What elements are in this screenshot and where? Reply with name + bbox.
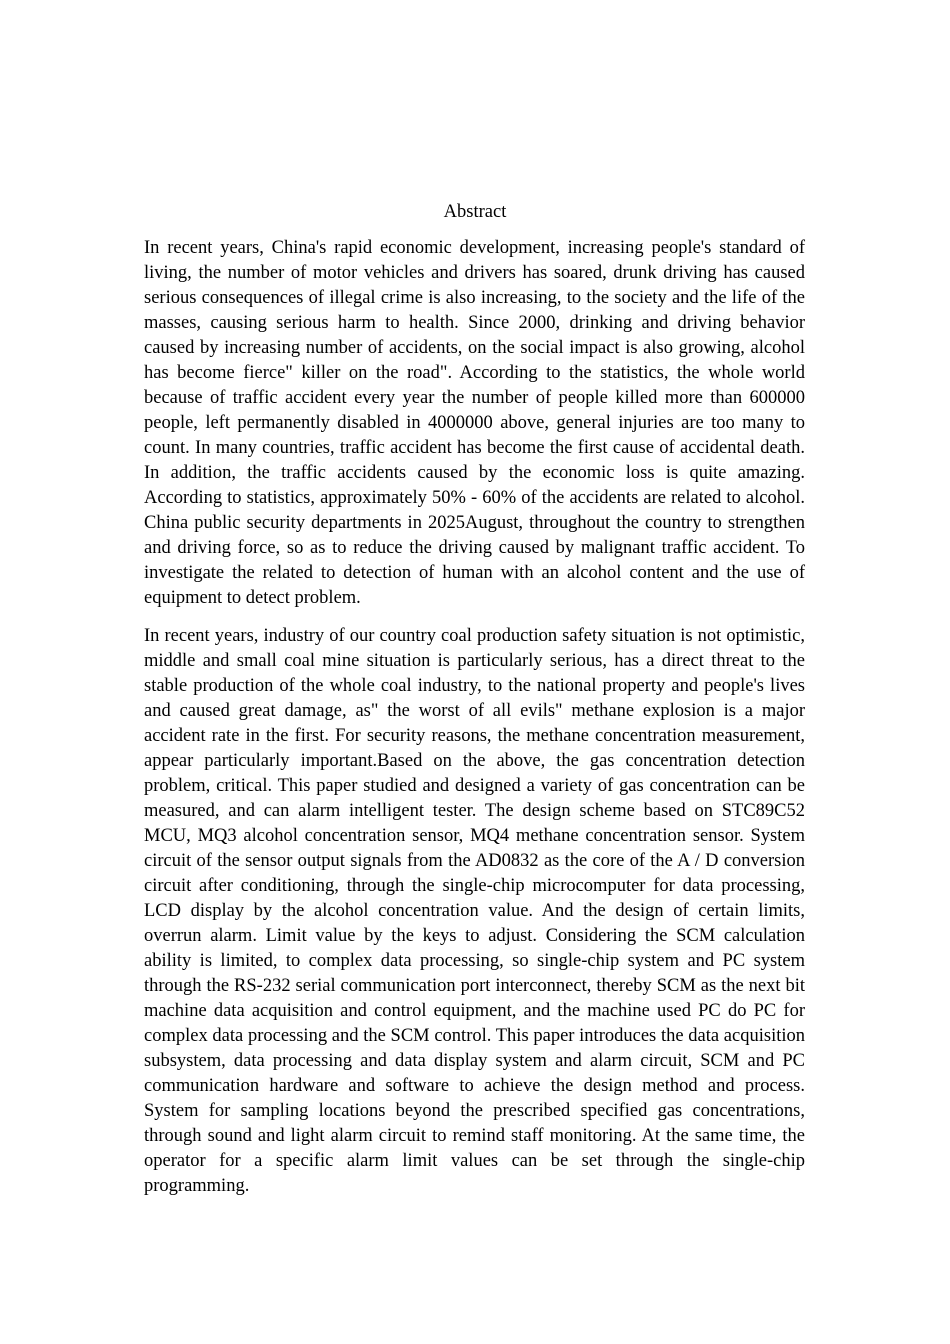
abstract-body [144, 236, 805, 1212]
page-title: Abstract [443, 202, 507, 222]
abstract-paragraph-1: In recent years, China's rapid economic development, increasing people's standard of living, the number of motor vehicles and drivers has soared, drunk driving has caused serious consequences of illegal crime is also increasing, to the society and the life of the masses, causing serious harm to health. Since 2000, drinking and driving behavior caused by increasing number of accidents, on the social impact is also growing, alcohol has become fierce" killer on the road". According to the statistics, the whole world because of traffic accident every year the number of people killed more than 600000 people, left permanently disabled in 4000000 above, general injuries are too many to count. In many countries, traffic accident has become the first cause of accidental death. In addition, the traffic accidents caused by the economic loss is quite amazing. According to statistics, approximately 50% - 60% of the accidents are related to alcohol. China public security departments in 2025August, throughout the country to strengthen and driving force, so as to reduce the driving caused by malignant traffic accident. To investigate the related to detection of human with an alcohol content and the use of equipment to detect problem. [144, 238, 805, 608]
abstract-paragraph-2: In recent years, industry of our country coal production safety situation is not optimistic, middle and small coal mine situation is particularly serious, has a direct threat to the stable production of the whole coal industry, to the national property and people's lives and caused great damage, as" the worst of all evils" methane explosion is a major accident rate in the first. For security reasons, the methane concentration measurement, appear particularly important.Based on the above, the gas concentration detection problem, critical. This paper studied and designed a variety of gas concentration can be measured, and can alarm intelligent tester. The design scheme based on STC89C52 MCU, MQ3 alcohol concentration sensor, MQ4 methane concentration sensor. System circuit of the sensor output signals from the AD0832 as the core of the A / D conversion circuit after conditioning, through the single-chip microcomputer for data processing, LCD display by the alcohol concentration value. And the design of certain limits, overrun alarm. Limit value by the keys to adjust. Considering the SCM calculation ability is limited, to complex data processing, so single-chip system and PC system through the RS-232 serial communication port interconnect, thereby SCM as the next bit machine data acquisition and control equipment, and the machine used PC do PC for complex data processing and the SCM control. This paper introduces the data acquisition subsystem, data processing and data display system and alarm circuit, SCM and PC communication hardware and software to achieve the design method and process. System for sampling locations beyond the prescribed specified gas concentrations, through sound and light alarm circuit to remind staff monitoring. At the same time, the operator for a specific alarm limit values can be set through the single-chip programming. [144, 626, 805, 1196]
